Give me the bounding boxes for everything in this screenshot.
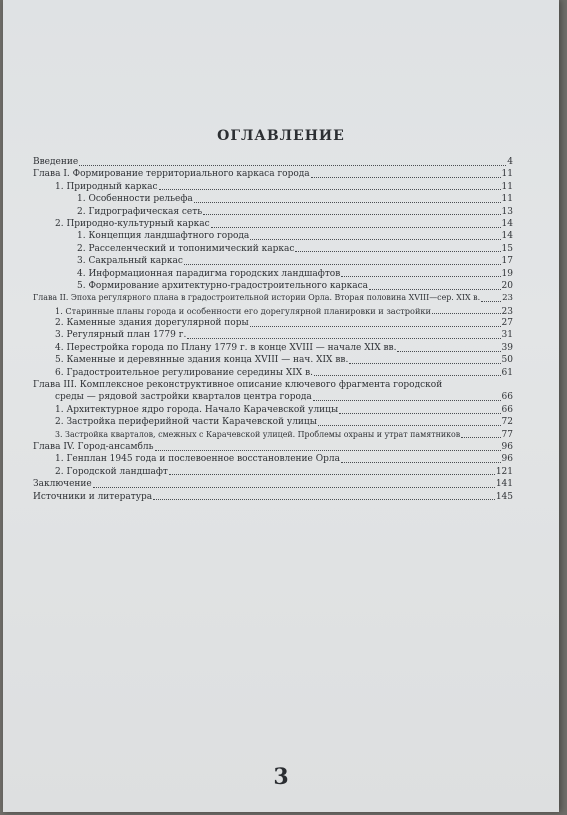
- toc-entry: [33, 367, 513, 379]
- dot-leader: [184, 264, 501, 265]
- toc-entry: [33, 404, 513, 416]
- dot-leader: [169, 474, 495, 475]
- dot-leader: [93, 487, 495, 488]
- dot-leader: [341, 276, 500, 277]
- toc-entry-text-continued: среды — рядовой застройки кварталов центра города: [55, 392, 312, 403]
- toc-entry-text: 4. Перестройка города по Плану 1779 г. в конце XVIII — начале XIX вв.: [55, 342, 397, 353]
- toc-entry: [33, 168, 513, 180]
- toc-entry-text: 2. Расселенческий и топонимический каркас: [77, 243, 295, 254]
- page-title: ОГЛАВЛЕНИЕ: [217, 128, 345, 144]
- dot-leader: [349, 363, 500, 364]
- toc-entry-text: 1. Архитектурное ядро города. Начало Карачевской улицы: [55, 404, 339, 415]
- toc-entry-text: 2. Городской ландшафт: [55, 466, 168, 477]
- dot-leader: [481, 301, 501, 302]
- toc-entry-page: 27: [501, 318, 513, 329]
- toc-entry-page: 19: [501, 268, 513, 279]
- toc-entry-page: 23: [502, 293, 513, 304]
- dot-leader: [79, 165, 506, 166]
- toc-entry: [33, 441, 513, 453]
- toc-entry: [33, 416, 513, 428]
- toc-entry: [33, 255, 513, 267]
- toc-entry: [33, 354, 513, 366]
- toc-entry-page: 66: [501, 392, 513, 403]
- toc-entry: [33, 429, 513, 441]
- toc-entry-text: 2. Гидрографическая сеть: [77, 206, 203, 217]
- toc-entry: [33, 342, 513, 354]
- toc-entry: [33, 317, 513, 329]
- toc-entry-text: 2. Каменные здания дорегулярной поры: [55, 318, 249, 329]
- dot-leader: [397, 351, 500, 352]
- toc-entry-page: 72: [501, 417, 513, 428]
- toc-entry-text: 1. Старинные планы города и особенности его дорегулярной планировки и застройки: [55, 305, 432, 316]
- dot-leader: [159, 189, 501, 190]
- toc-entry-text: 2. Природно-культурный каркас: [55, 218, 210, 229]
- toc-entry: [33, 206, 513, 218]
- toc-entry-text: 6. Градостроительное регулирование середины XIX в.: [55, 367, 314, 378]
- toc-entry: [33, 491, 513, 503]
- dot-leader: [318, 425, 501, 426]
- toc-entry-page: 20: [501, 280, 513, 291]
- toc-entry-page: 96: [501, 442, 513, 452]
- toc-entry: [33, 292, 513, 304]
- toc-entry-text: 5. Формирование архитектурно-градостроительного каркаса: [77, 280, 369, 291]
- toc-entry-page: 145: [495, 491, 513, 502]
- toc-entry: [33, 478, 513, 490]
- dot-leader: [314, 375, 501, 376]
- dot-leader: [203, 214, 500, 215]
- dot-leader: [211, 227, 501, 228]
- toc-entry: [33, 305, 513, 317]
- dot-leader: [250, 326, 501, 327]
- toc-entry: [33, 156, 513, 168]
- toc-entry-text: Заключение: [33, 479, 92, 490]
- toc-entry: [33, 218, 513, 230]
- table-of-contents: [33, 156, 513, 503]
- toc-entry-page: 17: [501, 256, 513, 267]
- toc-entry: [33, 280, 513, 292]
- toc-entry-page: 31: [501, 330, 513, 341]
- toc-entry-text: 3. Застройка кварталов, смежных с Карачевской улицей. Проблемы охраны и утрат памятников: [55, 429, 461, 439]
- dot-leader: [369, 289, 501, 290]
- toc-entry-text: Введение: [33, 157, 79, 167]
- dot-leader: [187, 338, 500, 339]
- toc-entry-page: 4: [507, 157, 513, 167]
- toc-entry-page: 96: [501, 454, 513, 465]
- dot-leader: [341, 462, 501, 463]
- toc-entry-text: 1. Особенности рельефа: [77, 194, 193, 205]
- toc-entry-text: Источники и литература: [33, 491, 153, 502]
- dot-leader: [250, 239, 500, 240]
- toc-entry-page: 23: [501, 306, 513, 317]
- toc-entry-page: 11: [501, 194, 513, 205]
- dot-leader: [155, 450, 501, 451]
- toc-entry-page: 121: [495, 466, 513, 477]
- dot-leader: [153, 499, 495, 500]
- toc-entry: [33, 466, 513, 478]
- toc-entry-text: Глава IV. Город-ансамбль: [33, 442, 154, 452]
- toc-entry-text: 4. Информационная парадигма городских ландшафтов: [77, 268, 341, 279]
- dot-leader: [432, 313, 501, 314]
- toc-entry-text: 1. Концепция ландшафтного города: [77, 231, 250, 242]
- toc-entry-text: 3. Регулярный план 1779 г.: [55, 330, 187, 341]
- toc-entry-page: 39: [501, 342, 513, 353]
- toc-entry: [33, 181, 513, 193]
- toc-entry: [33, 329, 513, 341]
- toc-entry-page: 11: [501, 169, 513, 180]
- toc-entry-text: Глава I. Формирование территориального каркаса города: [33, 169, 310, 180]
- toc-entry-text: 3. Сакральный каркас: [77, 256, 183, 267]
- toc-entry-text: 5. Каменные и деревянные здания конца XVIII — нач. XIX вв.: [55, 355, 349, 366]
- toc-entry-page: 14: [501, 231, 513, 242]
- toc-entry: [33, 453, 513, 465]
- page-number: 3: [273, 764, 289, 790]
- toc-entry-page: 50: [501, 355, 513, 366]
- dot-leader: [313, 400, 501, 401]
- toc-entry: [33, 243, 513, 255]
- book-page: [3, 0, 559, 812]
- dot-leader: [461, 437, 500, 438]
- toc-entry-page: 11: [501, 181, 513, 192]
- dot-leader: [311, 177, 501, 178]
- toc-entry-text: 1. Природный каркас: [55, 181, 158, 192]
- toc-entry-page: 13: [501, 206, 513, 217]
- toc-entry-page: 61: [501, 367, 513, 378]
- toc-entry-page: 14: [501, 218, 513, 229]
- toc-entry: [33, 379, 513, 404]
- toc-entry-text: Глава III. Комплексное реконструктивное описание ключевого фрагмента городской: [33, 380, 443, 391]
- toc-entry-page: 141: [495, 479, 513, 490]
- toc-entry-text: Глава II. Эпоха регулярного плана в градостроительной истории Орла. Вторая половина XVIII—сер. XIX в.: [33, 293, 481, 303]
- toc-entry-page: 66: [501, 404, 513, 415]
- dot-leader: [339, 413, 500, 414]
- toc-entry: [33, 268, 513, 280]
- toc-entry: [33, 230, 513, 242]
- dot-leader: [194, 202, 501, 203]
- toc-entry: [33, 193, 513, 205]
- toc-entry-text: 1. Генплан 1945 года и послевоенное восстановление Орла: [55, 454, 340, 465]
- toc-entry-page: 15: [501, 243, 513, 254]
- toc-entry-page: 77: [501, 429, 513, 440]
- dot-leader: [295, 251, 500, 252]
- toc-entry-text: 2. Застройка периферийной части Карачевской улицы: [55, 417, 317, 428]
